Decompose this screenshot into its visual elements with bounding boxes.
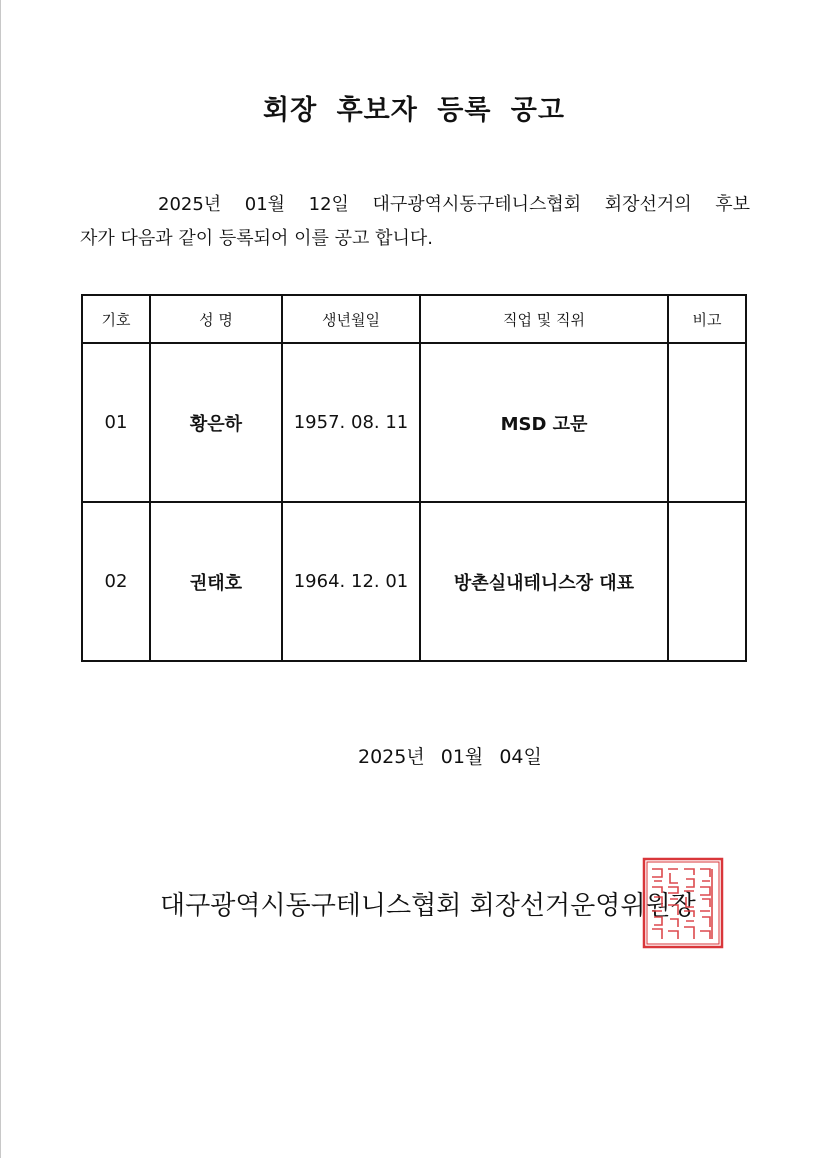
cell-name: 황은하 bbox=[150, 343, 282, 502]
table-row bbox=[82, 343, 746, 502]
cell-name: 권태호 bbox=[150, 502, 282, 661]
intro-line-1: 2025년 01월 12일 대구광역시동구테니스협회 회장선거의 후보 bbox=[158, 194, 750, 215]
header-name: 성 명 bbox=[150, 295, 282, 343]
table-header-row bbox=[82, 295, 746, 343]
cell-note bbox=[668, 502, 746, 661]
intro-line-2: 자가 다음과 같이 등록되어 이를 공고 합니다. bbox=[80, 228, 434, 249]
issuing-organization: 대구광역시동구테니스협회 회장선거운영위원장 bbox=[160, 891, 696, 921]
document-title: 회장 후보자 등록 공고 bbox=[263, 95, 565, 126]
cell-occupation: 방촌실내테니스장 대표 bbox=[420, 502, 668, 661]
candidate-table bbox=[81, 294, 747, 662]
intro-paragraph bbox=[80, 188, 750, 256]
header-note: 비고 bbox=[668, 295, 746, 343]
page-edge bbox=[0, 0, 1, 1158]
header-number: 기호 bbox=[82, 295, 150, 343]
cell-birthdate: 1964. 12. 01 bbox=[282, 502, 420, 661]
cell-note bbox=[668, 343, 746, 502]
cell-number: 02 bbox=[82, 502, 150, 661]
cell-number: 01 bbox=[82, 343, 150, 502]
header-occupation: 직업 및 직위 bbox=[420, 295, 668, 343]
table-row bbox=[82, 502, 746, 661]
cell-birthdate: 1957. 08. 11 bbox=[282, 343, 420, 502]
official-seal-stamp bbox=[642, 857, 724, 949]
cell-occupation: MSD 고문 bbox=[420, 343, 668, 502]
announcement-date: 2025년 01월 04일 bbox=[358, 746, 542, 768]
header-birthdate: 생년월일 bbox=[282, 295, 420, 343]
